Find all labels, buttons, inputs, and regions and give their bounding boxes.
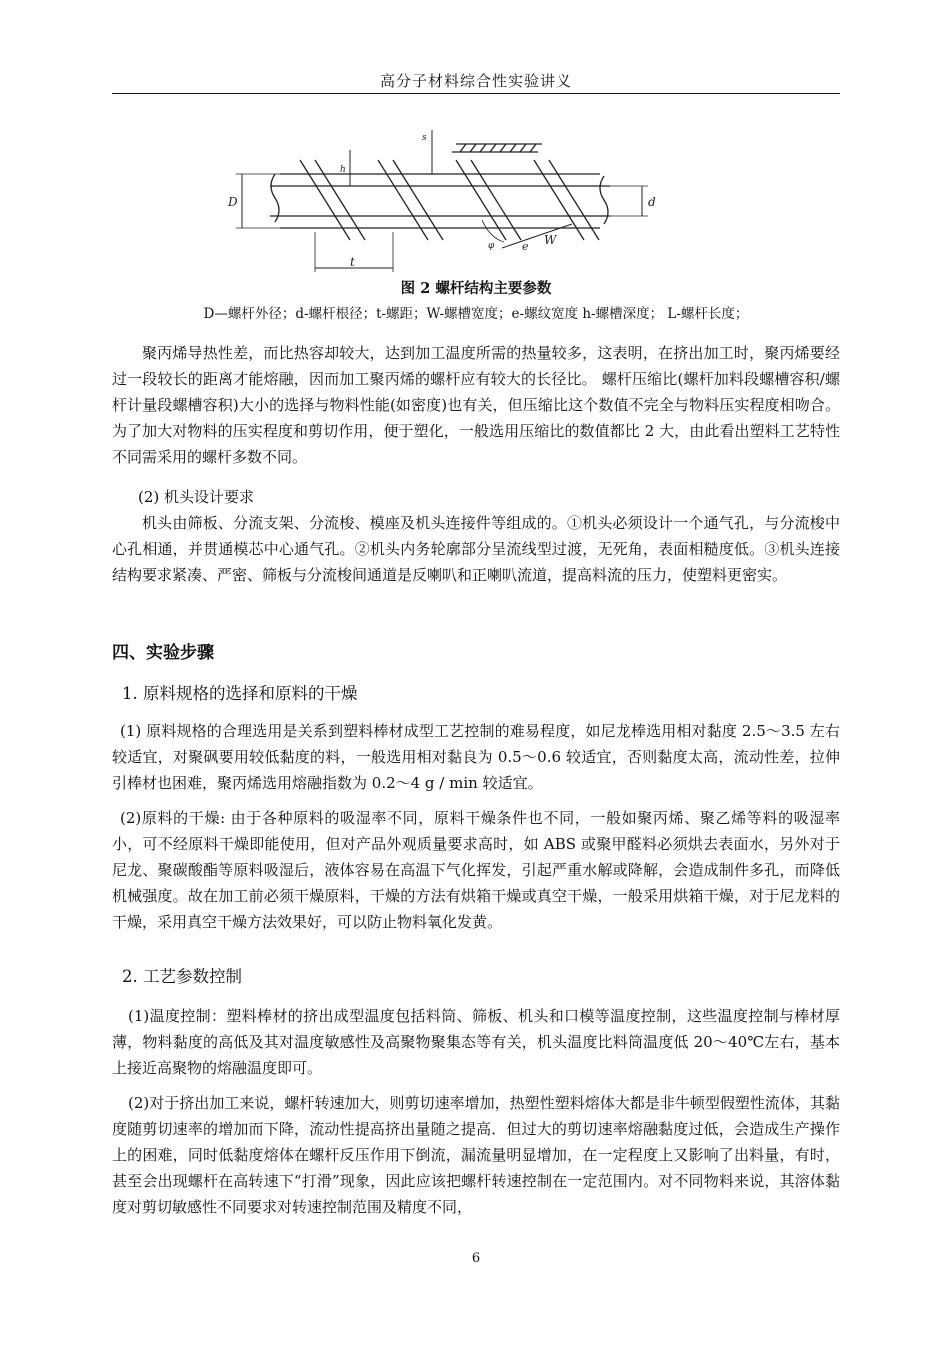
paragraph-material-drying: (2)原料的干燥: 由于各种原料的吸湿率不同，原料干燥条件也不同，一般如聚丙烯、聚乙烯等料的吸湿率小，可不经原料干燥即能使用，但对产品外观质量要求高时，如 ABS 或聚甲醛料必须烘去表面水，另外对于尼龙、聚碳酸酯等原料吸湿后，液体容易在高温下气化挥发，引起严重水解或降解，会造成制件多孔，而降低机械强度。故在加工前必须干燥原料，干燥的方法有烘箱干燥或真空干燥，一般采用烘箱干燥，对于尼龙料的干燥，采用真空干燥方法效果好，可以防止物料氧化发黄。 [112, 809, 840, 931]
step-heading-2: 2. 工艺参数控制 [122, 967, 242, 986]
label-s: s [422, 133, 427, 143]
paragraph-die-head: 机头由筛板、分流支架、分流梭、模座及机头连接件等组成的。①机头必须设计一个通气孔，与分流梭中心孔相通，并贯通模芯中心通气孔。②机头内务轮廓部分呈流线型过渡，无死角，表面相糙度低。③机头连接结构要求紧凑、严密、筛板与分流梭间通道是反喇叭和正喇叭流道，提高料流的压力，使塑料更密实。 [112, 514, 840, 584]
label-e: e [522, 240, 529, 253]
label-d: d [648, 195, 656, 209]
label-D: D [228, 195, 238, 209]
paragraph-material-spec: (1) 原料规格的合理选用是关系到塑料棒材成型工艺控制的难易程度，如尼龙棒选用相对黏度 2.5～3.5 左右较适宜，对聚砜要用较低黏度的料，一般选用相对黏良为 0.5～0.6 较适宜，否则黏度太高，流动性差，拉伸引棒材也困难，聚丙烯选用熔融指数为 0.2～4 g / min 较适宜。 [112, 722, 840, 792]
label-t: t [350, 255, 355, 269]
screw-structure-diagram [220, 120, 690, 280]
figure-caption: 图 2 螺杆结构主要参数 [400, 280, 552, 297]
section-heading-steps: 四、实验步骤 [112, 643, 214, 663]
subheading-die-head: (2) 机头设计要求 [138, 488, 255, 506]
header-rule [112, 93, 840, 94]
paragraph-screw-speed: (2)对于挤出加工来说，螺杆转速加大，则剪切速率增加，热塑性塑料熔体大都是非牛顿型假塑性流体，其黏度随剪切速率的增加而下降，流动性提高挤出量随之提高．但过大的剪切速率熔融黏度过低，会造成生产操作上的困难，同时低黏度熔体在螺杆反压作用下倒流，漏流量明显增加，在一定程度上又影响了出料量，有时，甚至会出现螺杆在高转速下“打滑”现象，因此应该把螺杆转速控制在一定范围内。对不同物料来说，其溶体黏度对剪切敏感性不同要求对转速控制范围及精度不同， [112, 1094, 840, 1216]
label-W: W [544, 233, 557, 247]
page-number: 6 [471, 1251, 481, 1266]
paragraph-temperature-control: (1)温度控制：塑料棒材的挤出成型温度包括料筒、筛板、机头和口模等温度控制，这些温度控制与棒材厚薄，物料黏度的高低及其对温度敏感性及高聚物聚集态等有关，机头温度比料筒温度低 20～40℃左右，基本上接近高聚物的熔融温度即可。 [112, 1007, 840, 1077]
label-phi: φ [488, 241, 495, 251]
step-heading-1: 1. 原料规格的选择和原料的干燥 [122, 684, 358, 703]
figure-legend: D—螺杆外径；d-螺杆根径；t-螺距；W-螺槽宽度；e-螺纹宽度 h-螺槽深度； L-螺杆长度； [203, 306, 749, 322]
header-title: 高分子材料综合性实验讲义 [379, 72, 572, 90]
label-h: h [340, 165, 346, 175]
paragraph-screw-ratio: 聚丙烯导热性差，而比热容却较大，达到加工温度所需的热量较多，这表明，在挤出加工时，聚丙烯要经过一段较长的距离才能熔融，因而加工聚丙烯的螺杆应有较大的长径比。 螺杆压缩比(螺杆加料段螺槽容积/螺杆计量段螺槽容积)大小的选择与物料性能(如密度)也有关，但压缩比这个数值不完全与物料压实程度相吻合。为了加大对物料的压实程度和剪切作用，便于塑化，一般选用压缩比的数值都比 2 大，由此看出塑料工艺特性不同需采用的螺杆多数不同。 [112, 344, 840, 466]
